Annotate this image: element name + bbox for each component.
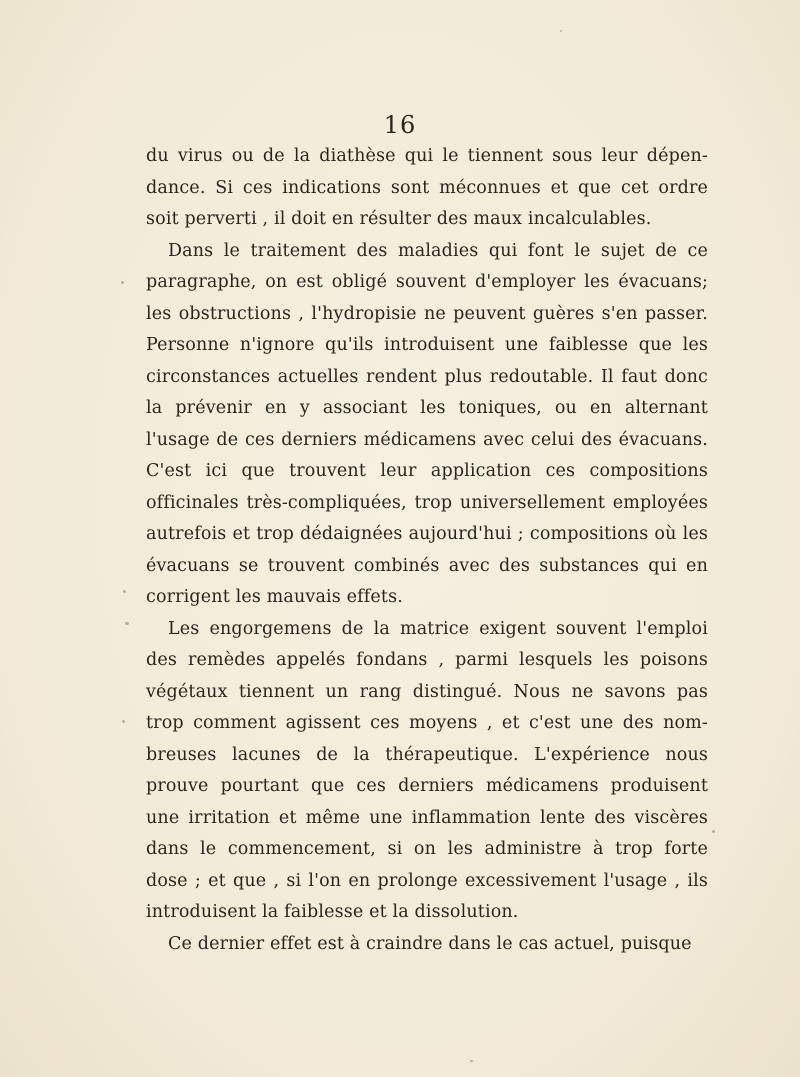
text-line: du virus ou de la diathèse qui le tiennent sous leur dépen- [146, 146, 708, 166]
text-line: Personne n'ignore qu'ils introduisent une faiblesse que les [146, 335, 708, 355]
text-line: paragraphe, on est obligé souvent d'employer les évacuans; [146, 272, 708, 292]
text-line: corrigent les mauvais effets. [146, 587, 403, 607]
text-line: les obstructions , l'hydropisie ne peuvent guères s'en passer. [146, 303, 708, 324]
text-line: officinales très-compliquées, trop universellement employées [146, 492, 708, 513]
text-line: autrefois et trop dédaignées aujourd'hui ; compositions où les [146, 524, 708, 544]
paper-speck [122, 720, 125, 723]
text-line: évacuans se trouvent combinés avec des substances qui en [146, 555, 708, 576]
text-line: la prévenir en y associant les toniques, ou en alternant [146, 398, 708, 418]
text-line: C'est ici que trouvent leur application ces compositions [146, 461, 708, 481]
text-line: breuses lacunes de la thérapeutique. L'expérience nous [146, 744, 708, 765]
paragraph-start-line: Dans le traitement des maladies qui font le sujet de ce [168, 240, 708, 261]
text-line: dans le commencement, si on les administre à trop forte [146, 839, 708, 859]
text-line: circonstances actuelles rendent plus redoutable. Il faut donc [146, 366, 708, 387]
page-number: 16 [383, 111, 417, 139]
paper-speck [121, 281, 124, 284]
text-line: soit perverti , il doit en résulter des maux incalculables. [146, 209, 652, 229]
paragraph-start-line: Les engorgemens de la matrice exigent souvent l'emploi [168, 618, 708, 639]
text-line: l'usage de ces derniers médicamens avec celui des évacuans. [146, 429, 708, 450]
text-line: introduisent la faiblesse et la dissolution. [146, 902, 519, 922]
paper-speck [470, 1060, 473, 1062]
text-line: végétaux tiennent un rang distingué. Nous ne savons pas [146, 681, 708, 702]
text-line: prouve pourtant que ces derniers médicamens produisent [146, 776, 708, 796]
paper-speck [712, 830, 715, 833]
paragraph-start-line: Ce dernier effet est à craindre dans le cas actuel, puisque [168, 933, 692, 954]
body-text [146, 141, 708, 960]
paper-speck [123, 590, 126, 593]
text-line: dance. Si ces indications sont méconnues et que cet ordre [146, 177, 708, 198]
paper-speck [560, 30, 562, 32]
text-line: une irritation et même une inflammation lente des viscères [146, 807, 708, 828]
text-line: des remèdes appelés fondans , parmi lesquels les poisons [146, 650, 708, 670]
paper-speck [125, 622, 129, 625]
text-line: dose ; et que , si l'on en prolonge excessivement l'usage , ils [146, 870, 708, 891]
text-line: trop comment agissent ces moyens , et c'est une des nom- [146, 713, 708, 733]
